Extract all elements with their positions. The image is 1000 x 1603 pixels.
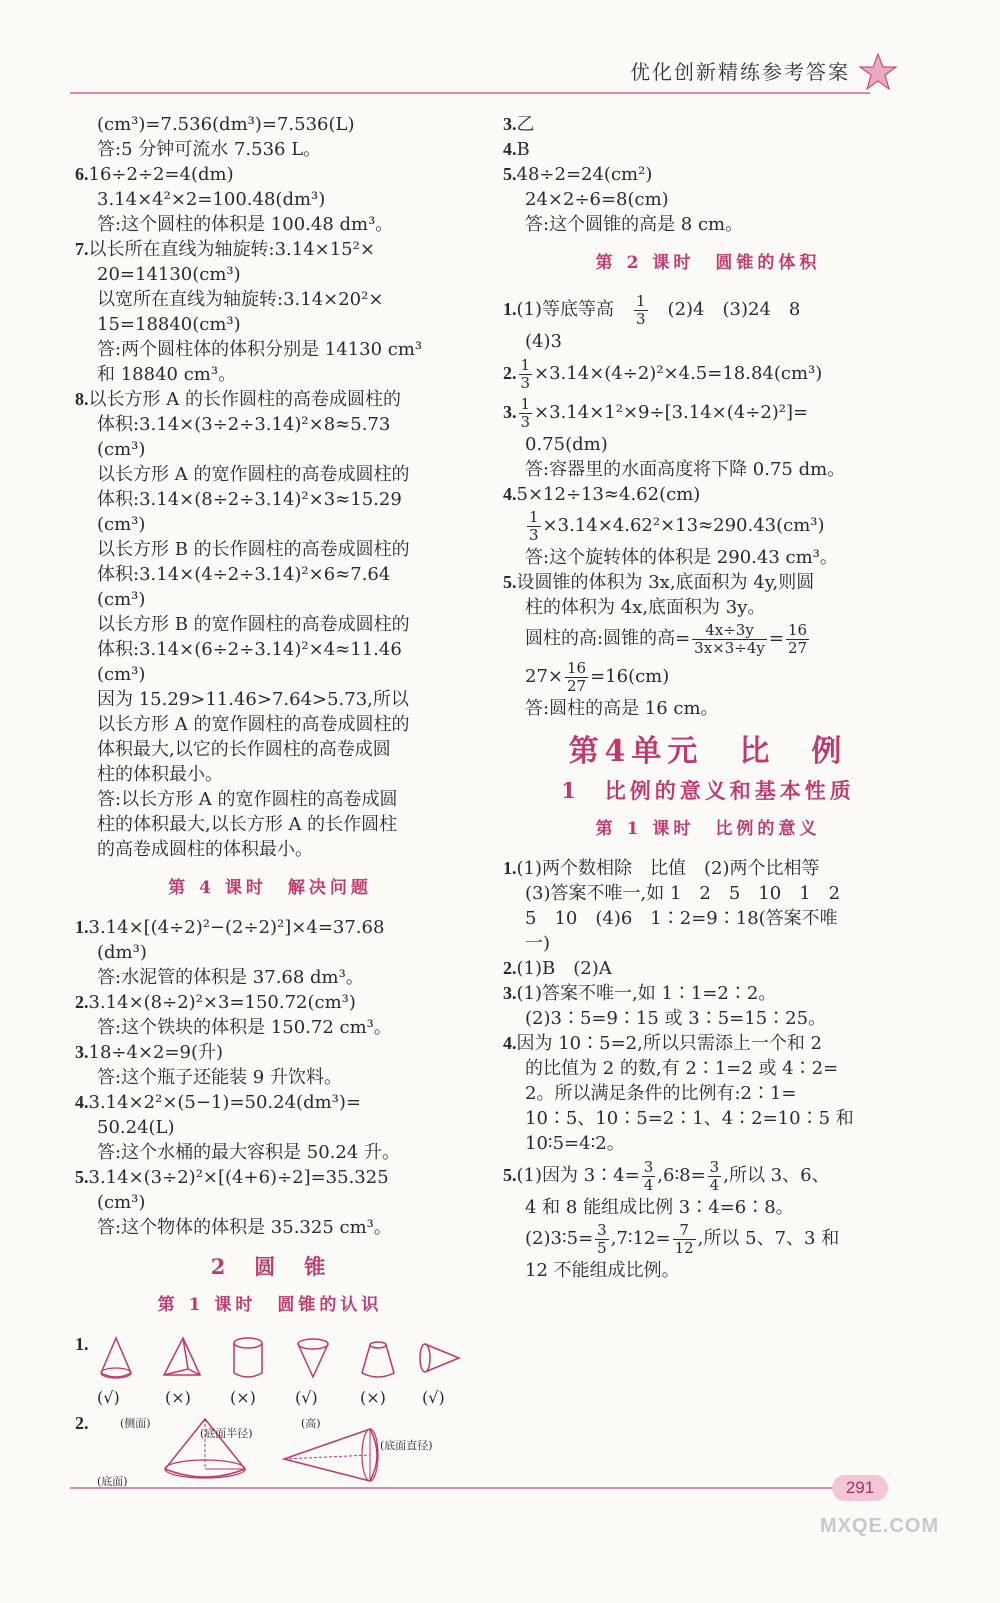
star-badge-icon bbox=[858, 52, 898, 92]
text-line: 48÷2=24(cm²) bbox=[516, 164, 653, 185]
text-line: 0.75(dm) bbox=[525, 434, 608, 455]
text-line: 以长方形 A 的宽作圆柱的高卷成圆柱的 bbox=[97, 714, 410, 735]
answer-mark: (√) bbox=[295, 1388, 318, 1407]
question-number: 4. bbox=[503, 484, 517, 504]
text-line: 设圆锥的体积为 3x,底面积为 4y,则圆 bbox=[516, 572, 815, 593]
question-number: 4. bbox=[503, 139, 517, 159]
question-number: 6. bbox=[75, 164, 89, 184]
fraction: $\frac{1}{3}$ bbox=[520, 394, 531, 431]
question-number: 5. bbox=[503, 164, 517, 184]
text-line: 答:5 分钟可流水 7.536 L。 bbox=[97, 139, 322, 160]
text-line: ,7∶12= bbox=[610, 1228, 671, 1249]
diagram-label: (侧面) bbox=[120, 1417, 151, 1430]
fraction: $\frac{3}{5}$ bbox=[597, 1220, 607, 1257]
text-line: ,所以 5、7、3 和 bbox=[697, 1228, 840, 1249]
fraction: $\frac{16}{27}$ bbox=[567, 658, 587, 695]
text-line: (1)答案不唯一,如 1∶1=2∶2。 bbox=[516, 983, 777, 1004]
text-line: (dm³) bbox=[97, 942, 147, 963]
text-line: 答:圆柱的高是 16 cm。 bbox=[525, 698, 719, 719]
diagram-label: (底面) bbox=[97, 1475, 128, 1488]
text-line: 24×2÷6=8(cm) bbox=[525, 189, 669, 210]
section-heading: 第 4 课时 解决问题 bbox=[168, 878, 372, 898]
question-number: 3. bbox=[75, 1042, 89, 1062]
text-line: 体积:3.14×(6÷2÷3.14)²×4≈11.46 bbox=[97, 639, 402, 660]
question-number: 5. bbox=[75, 1167, 89, 1187]
text-line: 27× bbox=[525, 666, 563, 687]
text-line: 体积最大,以它的长作圆柱的高卷成圆 bbox=[97, 739, 391, 760]
footer-divider bbox=[70, 1487, 870, 1489]
text-line: =16(cm) bbox=[590, 666, 670, 687]
text-line: (1)等底等高 bbox=[516, 299, 614, 320]
watermark: MXQE.COM bbox=[820, 1515, 940, 1537]
text-line: 以长方形 A 的长作圆柱的高卷成圆柱的 bbox=[88, 389, 401, 410]
fraction: $\frac{1}{3}$ bbox=[529, 507, 539, 544]
fraction: $\frac{1}{3}$ bbox=[520, 355, 531, 392]
question-number: 5. bbox=[503, 572, 517, 592]
cone-icon bbox=[93, 1335, 139, 1381]
page-number: 291 bbox=[832, 1475, 888, 1501]
question-number: 1. bbox=[503, 299, 517, 319]
text-line: (1)两个数相除 比值 (2)两个比相等 bbox=[516, 858, 820, 879]
section-heading: 第 1 课时 比例的意义 bbox=[595, 819, 821, 839]
text-line: 18÷4×2=9(升) bbox=[88, 1042, 224, 1063]
text-line: 4 和 8 能组成比例 3∶4=6∶8。 bbox=[525, 1197, 794, 1218]
text-line: 12 不能组成比例。 bbox=[525, 1260, 680, 1281]
text-line: 答:这个圆锥的高是 8 cm。 bbox=[525, 214, 744, 235]
question-number: 2. bbox=[75, 992, 89, 1012]
question-number: 3. bbox=[503, 402, 517, 422]
text-line: 答:这个物体的体积是 35.325 cm³。 bbox=[97, 1217, 392, 1238]
text-line: 5 10 (4)6 1∶2=9∶18(答案不唯 bbox=[525, 908, 838, 929]
header-divider bbox=[70, 92, 870, 94]
text-line: 50.24(L) bbox=[97, 1117, 175, 1138]
question-number: 1. bbox=[503, 858, 517, 878]
text-line: 因为 10∶5=2,所以只需添上一个和 2 bbox=[516, 1033, 823, 1054]
text-line: 答:容器里的水面高度将下降 0.75 dm。 bbox=[525, 459, 846, 480]
cone-diagrams bbox=[75, 1411, 465, 1491]
text-line: 一) bbox=[525, 933, 551, 954]
text-line: 以长方形 B 的长作圆柱的高卷成圆柱的 bbox=[97, 539, 410, 560]
text-line: 以长方形 B 的宽作圆柱的高卷成圆柱的 bbox=[97, 614, 410, 635]
answer-mark: (×) bbox=[230, 1388, 256, 1407]
question-number: 2. bbox=[503, 958, 517, 978]
question-number: 1. bbox=[75, 1334, 89, 1354]
text-line: 体积:3.14×(3÷2÷3.14)²×8≈5.73 bbox=[97, 414, 391, 435]
text-line: 答:两个圆柱体的体积分别是 14130 cm³ bbox=[97, 339, 423, 360]
unit-heading: 第4单元 比 例 bbox=[568, 734, 848, 769]
header-title: 优化创新精练参考答案 bbox=[630, 60, 850, 84]
text-line: 答:这个瓶子还能装 9 升饮料。 bbox=[97, 1067, 342, 1088]
question-number: 2. bbox=[75, 1413, 89, 1433]
right-column bbox=[503, 112, 913, 1283]
text-line: 20=14130(cm³) bbox=[97, 264, 241, 285]
text-line: 16÷2÷2=4(dm) bbox=[88, 164, 234, 185]
text-line: 答:这个铁块的体积是 150.72 cm³。 bbox=[97, 1017, 392, 1038]
sideways-cone-icon bbox=[417, 1335, 463, 1381]
answer-mark: (×) bbox=[165, 1388, 191, 1407]
text-line: 5×12÷13≈4.62(cm) bbox=[516, 484, 701, 505]
text-line: ,6∶8= bbox=[657, 1165, 706, 1186]
text-line: 15=18840(cm³) bbox=[97, 314, 241, 335]
text-line: 以长所在直线为轴旋转:3.14×15²× bbox=[88, 239, 375, 260]
text-line: ×3.14×1²×9÷[3.14×(4÷2)²]= bbox=[534, 402, 809, 423]
text-line: 圆柱的高:圆锥的高= bbox=[525, 628, 691, 649]
diagram-label: (高) bbox=[301, 1417, 321, 1430]
text-line: (cm³)=7.536(dm³)=7.536(L) bbox=[97, 114, 355, 135]
text-line: 以宽所在直线为轴旋转:3.14×20²× bbox=[97, 289, 384, 310]
section-heading: 1 比例的意义和基本性质 bbox=[561, 778, 855, 803]
question-number: 5. bbox=[503, 1165, 517, 1185]
section-heading: 第 2 课时 圆锥的体积 bbox=[595, 253, 821, 273]
shapes-row bbox=[75, 1335, 465, 1385]
text-line: 体积:3.14×(8÷2÷3.14)²×3≈15.29 bbox=[97, 489, 402, 510]
question-number: 1. bbox=[75, 917, 89, 937]
frustum-icon bbox=[355, 1335, 401, 1381]
text-line: 答:这个旋转体的体积是 290.43 cm³。 bbox=[525, 547, 838, 568]
text-line: 以长方形 A 的宽作圆柱的高卷成圆柱的 bbox=[97, 464, 410, 485]
diagram-label: (底面直径) bbox=[380, 1439, 433, 1452]
text-line: 的比值为 2 的数,有 2∶1=2 或 4∶2= bbox=[525, 1058, 839, 1079]
text-line: (cm³) bbox=[97, 664, 146, 685]
text-line: 答:这个水桶的最大容积是 50.24 升。 bbox=[97, 1142, 401, 1163]
sideways-cone-diagram bbox=[280, 1419, 390, 1485]
text-line: ×3.14×(4÷2)²×4.5=18.84(cm³) bbox=[534, 363, 823, 384]
text-line: 3.14×(8÷2)²×3=150.72(cm³) bbox=[88, 992, 356, 1013]
text-line: (2)4 (3)24 8 bbox=[667, 299, 801, 320]
text-line: 3.14×(3÷2)²×[(4+6)÷2]=35.325 bbox=[88, 1167, 389, 1188]
question-number: 2. bbox=[503, 363, 517, 383]
answer-mark: (√) bbox=[422, 1388, 445, 1407]
text-line: (cm³) bbox=[97, 439, 146, 460]
checks-row bbox=[75, 1385, 465, 1407]
text-line: 乙 bbox=[516, 114, 535, 135]
section-heading: 2 圆 锥 bbox=[210, 1254, 330, 1279]
text-line: (3)答案不唯一,如 1 2 5 10 1 2 bbox=[525, 883, 841, 904]
question-number: 4. bbox=[503, 1033, 517, 1053]
text-line: (2)3∶5= bbox=[525, 1228, 594, 1249]
text-line: (cm³) bbox=[97, 1192, 146, 1213]
question-number: 3. bbox=[503, 983, 517, 1003]
inverted-cone-icon bbox=[290, 1335, 336, 1381]
text-line: 柱的体积为 4x,底面积为 3y。 bbox=[525, 597, 766, 618]
pyramid-icon bbox=[160, 1335, 206, 1381]
question-number: 8. bbox=[75, 389, 89, 409]
text-line: 和 18840 cm³。 bbox=[97, 364, 237, 385]
text-line: 答:水泥管的体积是 37.68 dm³。 bbox=[97, 967, 364, 988]
left-column bbox=[75, 112, 465, 1491]
cylinder-icon bbox=[225, 1335, 271, 1381]
text-line: ,所以 3、6、 bbox=[723, 1165, 830, 1186]
fraction: $\frac{7}{12}$ bbox=[674, 1220, 694, 1257]
text-line: (1)B (2)A bbox=[516, 958, 612, 979]
fraction: $\frac{4x\div 3y}{3x\times 3\div 4y}$ bbox=[694, 620, 765, 657]
text-line: 3.14×4²×2=100.48(dm³) bbox=[97, 189, 326, 210]
text-line: (2)3∶5=9∶15 或 3∶5=15∶25。 bbox=[525, 1008, 827, 1029]
fraction: $\frac{3}{4}$ bbox=[709, 1157, 720, 1194]
text-line: 10∶5=4∶2。 bbox=[525, 1133, 625, 1154]
text-line: 体积:3.14×(4÷2÷3.14)²×6≈7.64 bbox=[97, 564, 391, 585]
text-line: (cm³) bbox=[97, 589, 146, 610]
text-line: B bbox=[516, 139, 530, 160]
text-line: (4)3 bbox=[525, 331, 562, 352]
answer-mark: (×) bbox=[360, 1388, 386, 1407]
text-line: 10∶5、10∶5=2∶1、4∶2=10∶5 和 bbox=[525, 1108, 854, 1129]
section-heading: 第 1 课时 圆锥的认识 bbox=[157, 1295, 383, 1315]
text-line: 因为 15.29>11.46>7.64>5.73,所以 bbox=[97, 689, 409, 710]
question-number: 3. bbox=[503, 114, 517, 134]
text-line: ×3.14×4.62²×13≈290.43(cm³) bbox=[542, 515, 825, 536]
text-line: 3.14×[(4÷2)²−(2÷2)²]×4=37.68 bbox=[88, 917, 385, 938]
text-line: (1)因为 3∶4= bbox=[516, 1165, 640, 1186]
text-line: 2。所以满足条件的比例有:2∶1= bbox=[525, 1083, 797, 1104]
text-line: 柱的体积最大,以长方形 A 的长作圆柱 bbox=[97, 814, 398, 835]
fraction: $\frac{16}{27}$ bbox=[787, 620, 808, 657]
fraction: $\frac{3}{4}$ bbox=[643, 1157, 654, 1194]
text-line: 柱的体积最小。 bbox=[97, 764, 223, 785]
text-line: (cm³) bbox=[97, 514, 146, 535]
text-line: 答:以长方形 A 的宽作圆柱的高卷成圆 bbox=[97, 789, 398, 810]
fraction: $\frac{1}{3}$ bbox=[636, 291, 646, 328]
text-line: = bbox=[768, 628, 784, 649]
diagram-label: (底面半径) bbox=[200, 1427, 253, 1440]
answer-mark: (√) bbox=[97, 1388, 120, 1407]
text-line: 的高卷成圆柱的体积最小。 bbox=[97, 839, 313, 860]
text-line: 答:这个圆柱的体积是 100.48 dm³。 bbox=[97, 214, 394, 235]
question-number: 4. bbox=[75, 1092, 89, 1112]
text-line: 3.14×2²×(5−1)=50.24(dm³)= bbox=[88, 1092, 361, 1113]
question-number: 7. bbox=[75, 239, 89, 259]
